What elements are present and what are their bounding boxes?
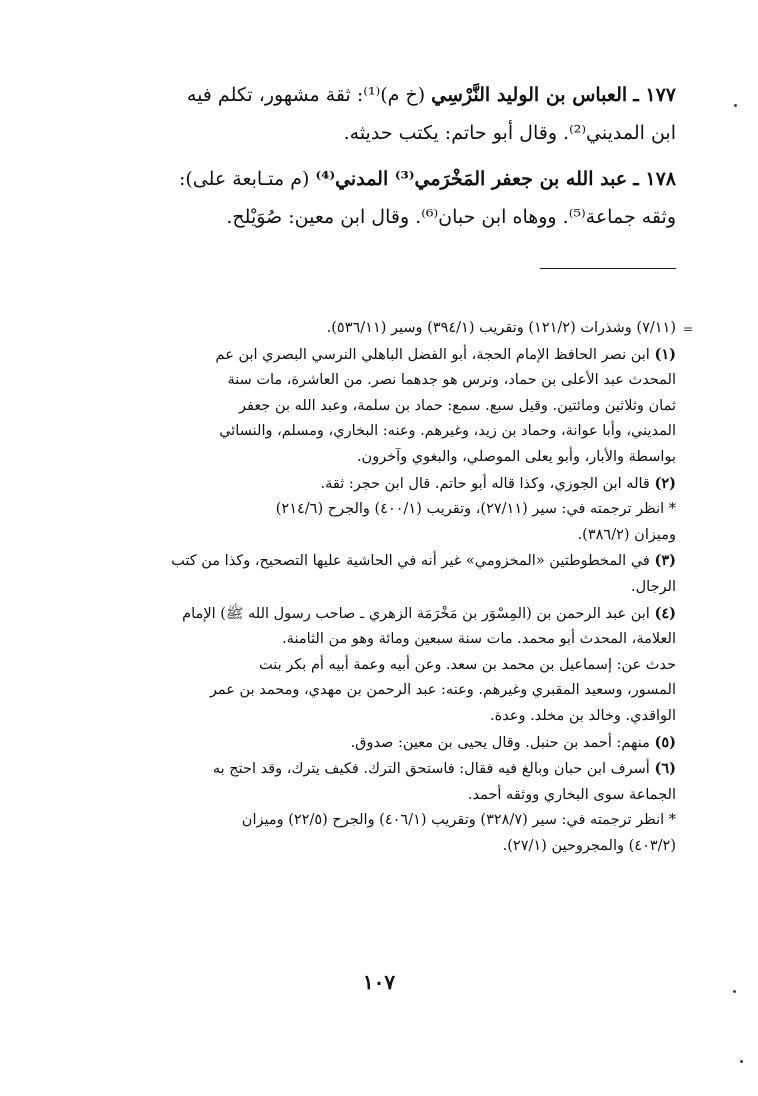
entry-177 (128, 76, 676, 152)
footnote-6-line2: الجماعة سوى البخاري ووثقه أحمد. (467, 786, 676, 803)
footnote-text: انظر ترجمته في: سير (٣٢٨/٧) وتقريب (٤٠٦/١) والجرح (٢٢/٥) وميزان (241, 812, 665, 829)
footnote-number: (١) (654, 345, 676, 363)
narrator-name: عبد الله بن جعفر المَخْرَمي⁽³⁾ المدني⁽⁴⁾ (315, 168, 628, 190)
continuation-mark: = (683, 322, 694, 336)
footnote-3 (128, 548, 676, 575)
footnote-6 (128, 756, 676, 783)
footnote-3-line2: الرجال. (631, 578, 676, 595)
footnote-text: قاله ابن الجوزي، وكذا قاله أبو حاتم. قال ابن حجر: ثقة. (320, 475, 650, 492)
footnote-4-line4: المسور، وسعيد المقبري وغيرهم. وعنه: عبد الرحمن بن مهدي، ومحمد بن عمر (209, 682, 676, 699)
footnote-text: انظر ترجمته في: سير (٢٧/١١)، وتقريب (٤٠٠/١) والجرح (٢١٤/٦) (275, 501, 665, 518)
footnote-1-line5: بواسطة والأبار، وأبو يعلى الموصلي، والبغوي وآخرون. (356, 448, 676, 465)
entry-text: (م متـابعة على): (178, 168, 310, 190)
footnotes (128, 316, 676, 859)
footnote-1-line3: ثمان وثلاثين ومائتين. وقيل سبع. سمع: حماد بن سلمة، وعبد الله بن جعفر (239, 397, 676, 414)
star-icon: * (668, 501, 676, 518)
footnote-1 (128, 342, 676, 369)
scan-speck (733, 990, 736, 993)
entry-number: ١٧٧ ـ (633, 84, 676, 106)
footnote-2-biography-ref-line2: وميزان (٣٨٦/٢). (577, 526, 676, 543)
footnote-number: (٣) (654, 552, 676, 570)
footnote-text: في المخطوطتين «المخزومي» غير أنه في الحاشية عليها التصحيح، وكذا من كتب (171, 553, 650, 570)
footnote-4-line3: حدث عن: إسماعيل بن محمد بن سعد. وعن أبيه وعمة أبيه أم بكر بنت (259, 656, 676, 673)
scan-speck (740, 1060, 743, 1063)
footnote-text: ابن عبد الرحمن بن (المِسْوَر بن مَخْرَمَة الزهري ـ صاحب رسول الله ﷺ) الإمام (182, 605, 650, 622)
entry-177-line2: ابن المديني⁽²⁾. وقال أبو حاتم: يكتب حديثه. (343, 122, 676, 144)
footnote-separator (540, 268, 676, 269)
entry-178-line1 (128, 160, 676, 198)
entry-178 (128, 160, 676, 236)
footnote-4 (128, 601, 676, 628)
footnote-5 (128, 730, 676, 757)
footnote-top-reference: (٧/١١) وشذرات (١٢١/٢) وتقريب (٣٩٤/١) وسير (٥٣٦/١١). (326, 320, 676, 336)
entry-177-line1 (128, 76, 676, 114)
footnote-number: (٤) (654, 604, 676, 622)
footnote-6-biography-ref-line2: (٤٠٣/٢) والمجروحين (٢٧/١). (502, 837, 676, 854)
footnote-1-line4: المديني، وأبا عوانة، وحماد بن زيد، وغيرهم. وعنه: البخاري، ومسلم، والنسائي (219, 423, 676, 440)
footnote-1-line2: المحدث عبد الأعلى بن حماد، ونرس هو جدهما نصر. من العاشرة، مات سنة (227, 372, 676, 389)
footnote-text: أسرف ابن حبان وبالغ فيه فقال: فاستحق الترك. فكيف يترك، وقد احتج به (212, 761, 650, 778)
footnote-number: (٥) (654, 733, 676, 751)
footnote-number: (٢) (654, 474, 676, 492)
footnote-4-line2: العلامة، المحدث أبو محمد. مات سنة سبعين ومائة وهو من الثامنة. (282, 631, 676, 648)
footnote-number: (٦) (654, 760, 676, 778)
entry-178-line2: وثقه جماعة⁽⁵⁾. ووهاه ابن حبان⁽⁶⁾. وقال ابن معين: صُوَيْلح. (226, 206, 676, 228)
scan-speck (734, 104, 737, 107)
footnote-6-biography-ref (128, 808, 676, 834)
footnote-text: ابن نصر الحافظ الإمام الحجة، أبو الفضل الباهلي النرسي البصري ابن عم (215, 346, 650, 363)
page-number: ١٠٧ (362, 970, 396, 994)
star-icon: * (668, 812, 676, 829)
narrator-name: العباس بن الوليد النَّرْسِي (431, 84, 628, 106)
footnote-2 (128, 471, 676, 498)
entry-text: (خ م)⁽¹⁾: ثقة مشهور، تكلم فيه (186, 84, 426, 106)
footnote-4-line5: الواقدي. وخالد بن مخلد. وعدة. (489, 707, 676, 724)
footnote-text: منهم: أحمد بن حنبل. وقال يحيى بن معين: صدوق. (350, 734, 650, 751)
entry-number: ١٧٨ ـ (633, 168, 676, 190)
footnote-2-biography-ref (128, 497, 676, 523)
